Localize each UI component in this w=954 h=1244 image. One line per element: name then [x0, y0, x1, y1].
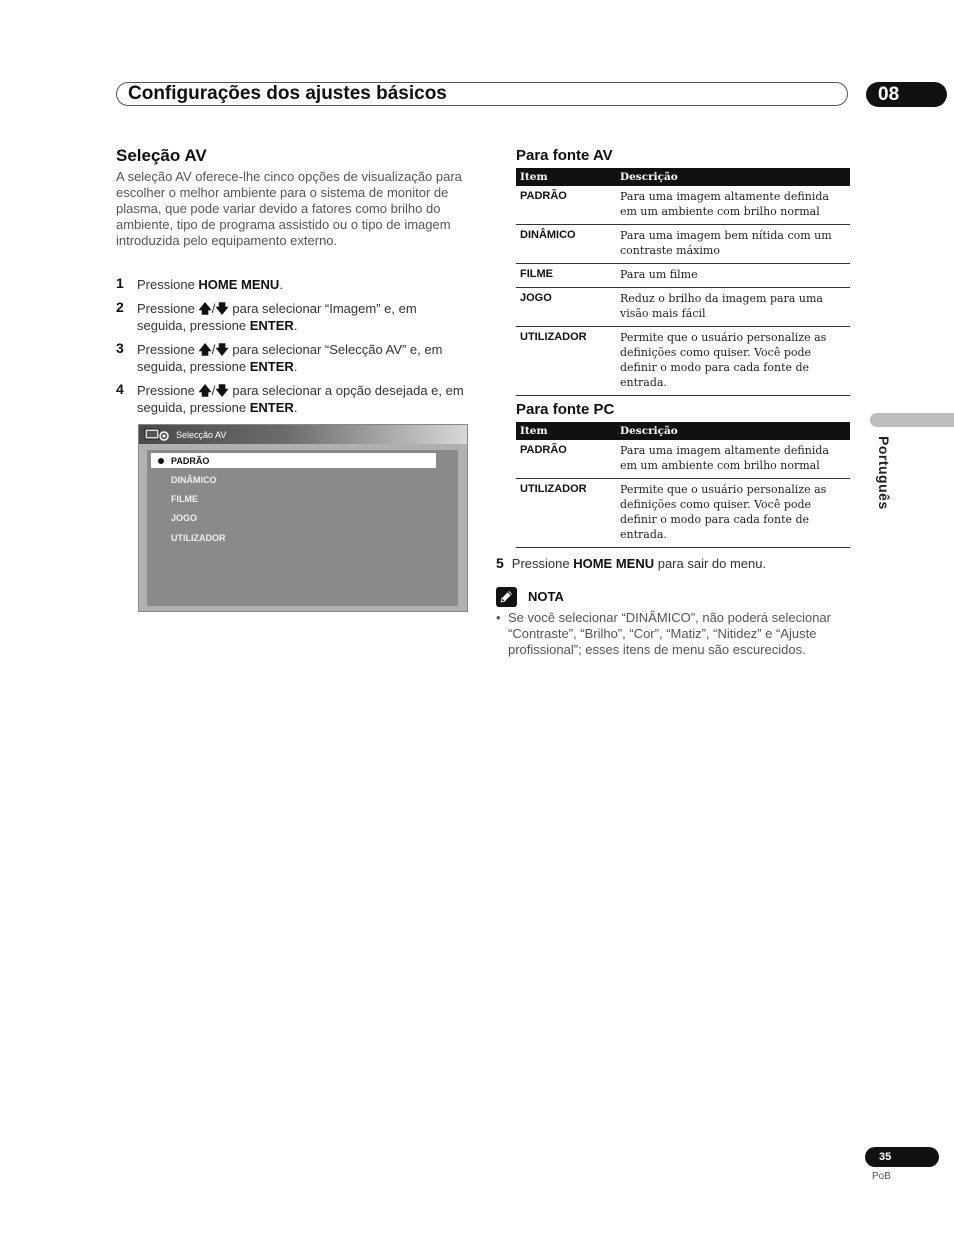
step-text: . [279, 277, 283, 292]
step-text: para selecionar “Imagem” e, em seguida, pressione [137, 300, 417, 333]
arrow-up-icon: 🡅 [198, 382, 212, 398]
cell-item: UTILIZADOR [516, 327, 616, 396]
key-enter: ENTER [249, 318, 294, 333]
cell-item: DINÂMICO [516, 225, 616, 264]
step-text: / [211, 382, 216, 398]
cell-description: Permite que o usuário personalize as definições como quiser. Você pode definir o modo para cada fonte de entrada. [616, 327, 850, 396]
table-av [516, 168, 850, 396]
page-number: 35 [865, 1147, 939, 1167]
cell-description: Para uma imagem altamente definida em um ambiente com brilho normal [616, 186, 850, 225]
step-number: 5 [496, 555, 504, 571]
menu-item-filme[interactable]: FILME [171, 494, 198, 504]
column-header-item: Item [516, 168, 616, 186]
step-text: / [211, 300, 216, 316]
section-intro: A seleção AV oferece-lhe cinco opções de visualização para escolher o melhor ambiente para o sistema de monitor de plasma, que pode variar devido a fatores como brilho do ambiente, tipo de programa assistido ou o tipo de imagem introduzida pelo equipamento externo. [116, 169, 462, 248]
screen-title: Selecção AV [176, 430, 227, 440]
steps-list [116, 276, 468, 423]
menu-item-jogo[interactable]: JOGO [171, 513, 198, 523]
table-header-row [516, 168, 850, 186]
table-pc-title: Para fonte PC [516, 401, 615, 418]
table-header-row [516, 422, 850, 440]
table-row [516, 186, 850, 225]
key-enter: ENTER [249, 359, 294, 374]
arrow-down-icon: 🡇 [215, 341, 229, 357]
step-5 [496, 555, 856, 571]
cell-description: Permite que o usuário personalize as definições como quiser. Você pode definir o modo para cada fonte de entrada. [616, 479, 850, 548]
screen-title-bar [139, 425, 467, 444]
step-number: 2 [116, 298, 124, 315]
cell-description: Para uma imagem altamente definida em um ambiente com brilho normal [616, 440, 850, 479]
table-row [516, 225, 850, 264]
section-title: Seleção AV [116, 146, 207, 165]
bullet-icon: • [496, 610, 501, 625]
header-title: Configurações dos ajustes básicos [128, 83, 447, 104]
table-row [516, 288, 850, 327]
chapter-badge: 08 [866, 82, 947, 107]
key-enter: ENTER [249, 400, 294, 415]
step-3 [116, 341, 468, 376]
step-text: Pressione [137, 277, 199, 292]
language-code: PoB [872, 1171, 891, 1182]
tv-menu-screenshot [138, 424, 468, 612]
menu-item-selected[interactable] [151, 453, 436, 468]
step-text: para selecionar “Selecção AV” e, em seguida, pressione [137, 341, 443, 374]
step-text: Pressione [137, 341, 199, 357]
language-tab [870, 413, 954, 427]
cell-description: Para um filme [616, 264, 850, 288]
cell-item: UTILIZADOR [516, 479, 616, 548]
cell-item: FILME [516, 264, 616, 288]
step-1 [116, 276, 468, 294]
arrow-down-icon: 🡇 [215, 300, 229, 316]
key-home-menu: HOME MENU [573, 556, 655, 571]
language-label: Português [876, 436, 892, 510]
table-row [516, 479, 850, 548]
cell-description: Para uma imagem bem nítida com um contraste máximo [616, 225, 850, 264]
step-text: . [293, 318, 298, 333]
selected-dot-icon [158, 458, 164, 464]
note-text: Se você selecionar “DINÂMICO”, não poderá selecionar “Contraste”, “Brilho”, “Cor”, “Matiz”, “Nitidez” e “Ajuste profissional”; esses itens de menu são escurecidos. [508, 610, 831, 657]
step-text: Pressione [137, 382, 199, 398]
key-home-menu: HOME MENU [198, 277, 280, 292]
step-text: Pressione [511, 556, 574, 571]
note-pencil-icon [496, 587, 517, 607]
table-row [516, 264, 850, 288]
step-number: 3 [116, 339, 124, 356]
menu-item-dinamico[interactable]: DINÂMICO [171, 475, 217, 485]
column-header-description: Descrição [616, 168, 850, 186]
step-text: para sair do menu. [654, 556, 767, 571]
step-text: Pressione [137, 300, 199, 316]
language-label-wrap [870, 436, 900, 526]
step-4 [116, 382, 468, 417]
step-text: . [293, 359, 298, 374]
cell-item: PADRÃO [516, 440, 616, 479]
step-2 [116, 300, 468, 335]
step-number: 4 [116, 380, 124, 397]
table-pc [516, 422, 850, 548]
cell-description: Reduz o brilho da imagem para uma visão mais fácil [616, 288, 850, 327]
table-av-title: Para fonte AV [516, 147, 613, 164]
step-text: / [211, 341, 216, 357]
column-header-description: Descrição [616, 422, 850, 440]
step-text: . [293, 400, 298, 415]
menu-item-utilizador[interactable]: UTILIZADOR [171, 533, 226, 543]
table-row [516, 327, 850, 396]
step-text: para selecionar a opção desejada e, em seguida, pressione [137, 382, 464, 415]
menu-item-label: PADRÃO [171, 456, 210, 466]
cell-item: JOGO [516, 288, 616, 327]
arrow-down-icon: 🡇 [215, 382, 229, 398]
column-header-item: Item [516, 422, 616, 440]
note-body [496, 610, 850, 658]
step-number: 1 [116, 275, 124, 291]
picture-settings-icon [144, 427, 170, 442]
cell-item: PADRÃO [516, 186, 616, 225]
screen-menu-panel [147, 450, 458, 606]
arrow-up-icon: 🡅 [198, 341, 212, 357]
note-title: NOTA [528, 589, 564, 604]
table-row [516, 440, 850, 479]
arrow-up-icon: 🡅 [198, 300, 212, 316]
